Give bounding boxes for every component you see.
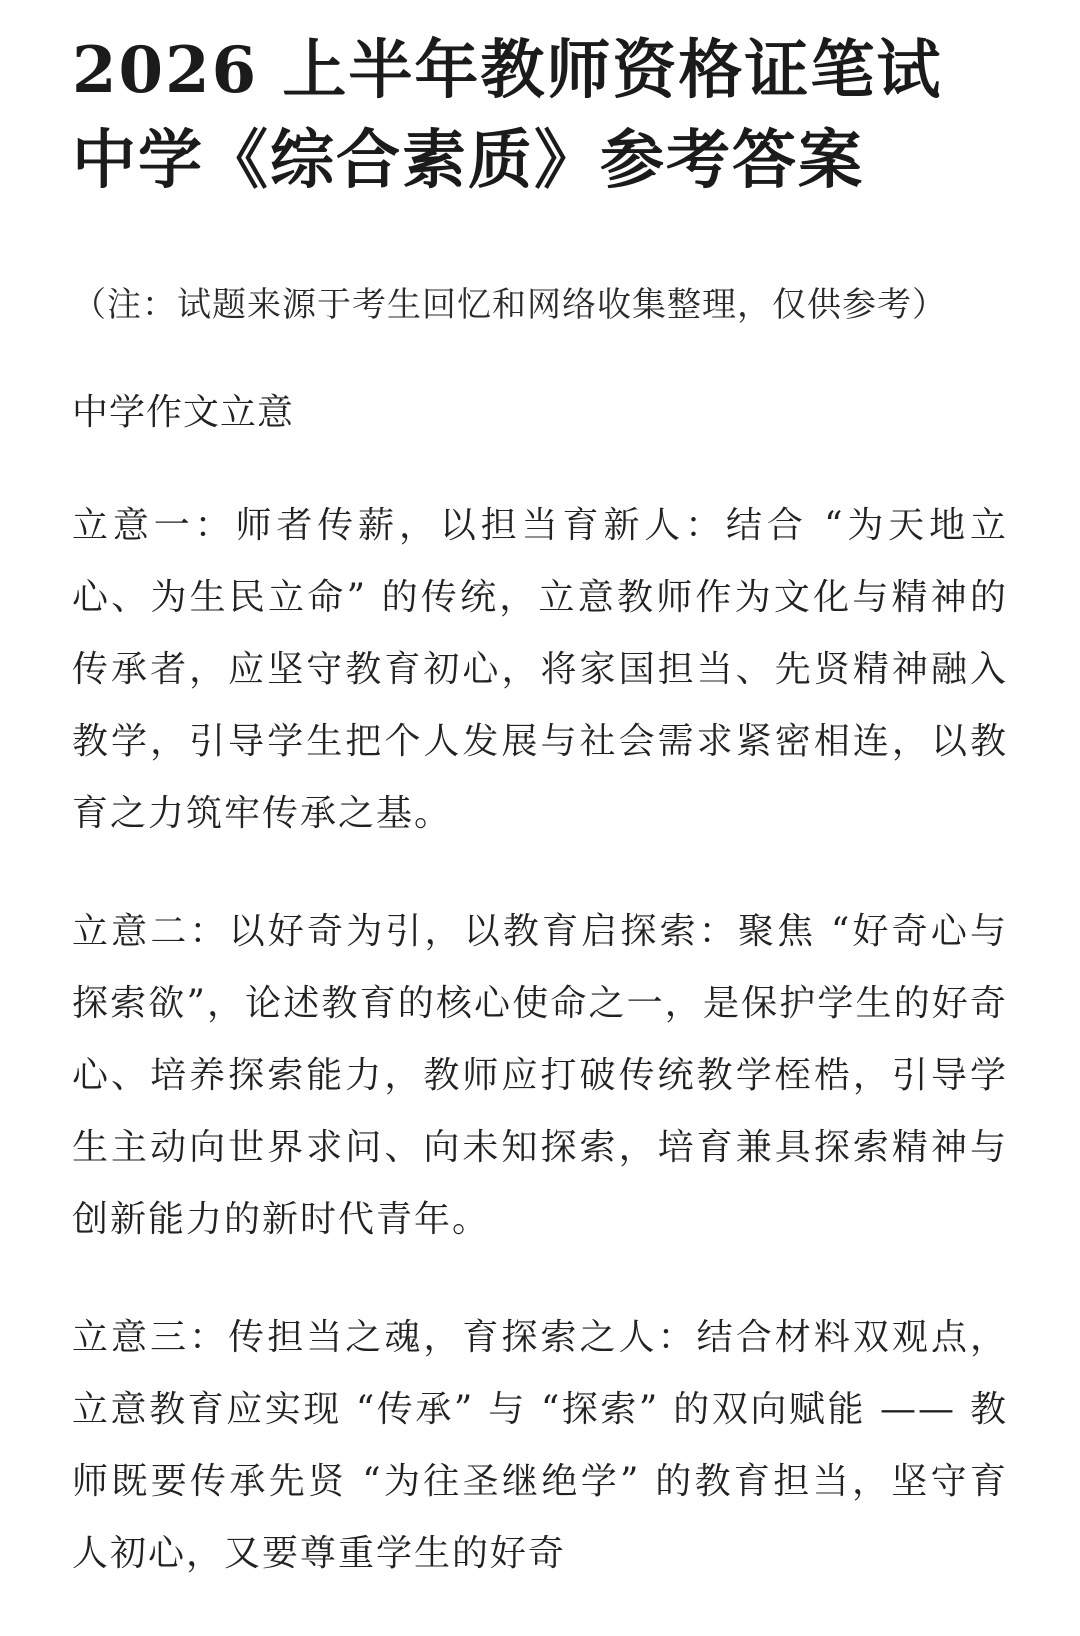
paragraph-idea-2: 立意二：以好奇为引，以教育启探索：聚焦 “好奇心与探索欲”，论述教育的核心使命之一，是保护学生的好奇心、培养探索能力，教师应打破传统教学桎梏，引导学生主动向世界求问、向未知探索，培育兼具探索精神与创新能力的新时代青年。 bbox=[72, 911, 1008, 1240]
title-line-2: 中学《综合素质》参考答案 bbox=[72, 123, 864, 198]
paragraph-idea-1: 立意一：师者传薪，以担当育新人：结合 “为天地立心、为生民立命” 的传统，立意教师作为文化与精神的传承者，应坚守教育初心，将家国担当、先贤精神融入教学，引导学生把个人发展与社会需求紧密相连，以教育之力筑牢传承之基。 bbox=[72, 505, 1008, 834]
source-note: （注：试题来源于考生回忆和网络收集整理，仅供参考） bbox=[72, 285, 947, 325]
title-line-1: 2026 上半年教师资格证笔试 bbox=[72, 33, 943, 108]
paragraph-idea-3: 立意三：传担当之魂，育探索之人：结合材料双观点，立意教育应实现 “传承” 与 “探索” 的双向赋能 —— 教师既要传承先贤 “为往圣继绝学” 的教育担当，坚守育人初心，又要尊重学生的好奇 bbox=[72, 1317, 1008, 1574]
document-title bbox=[72, 26, 1008, 206]
section-heading: 中学作文立意 bbox=[72, 392, 295, 433]
document-page bbox=[72, 26, 1008, 1590]
